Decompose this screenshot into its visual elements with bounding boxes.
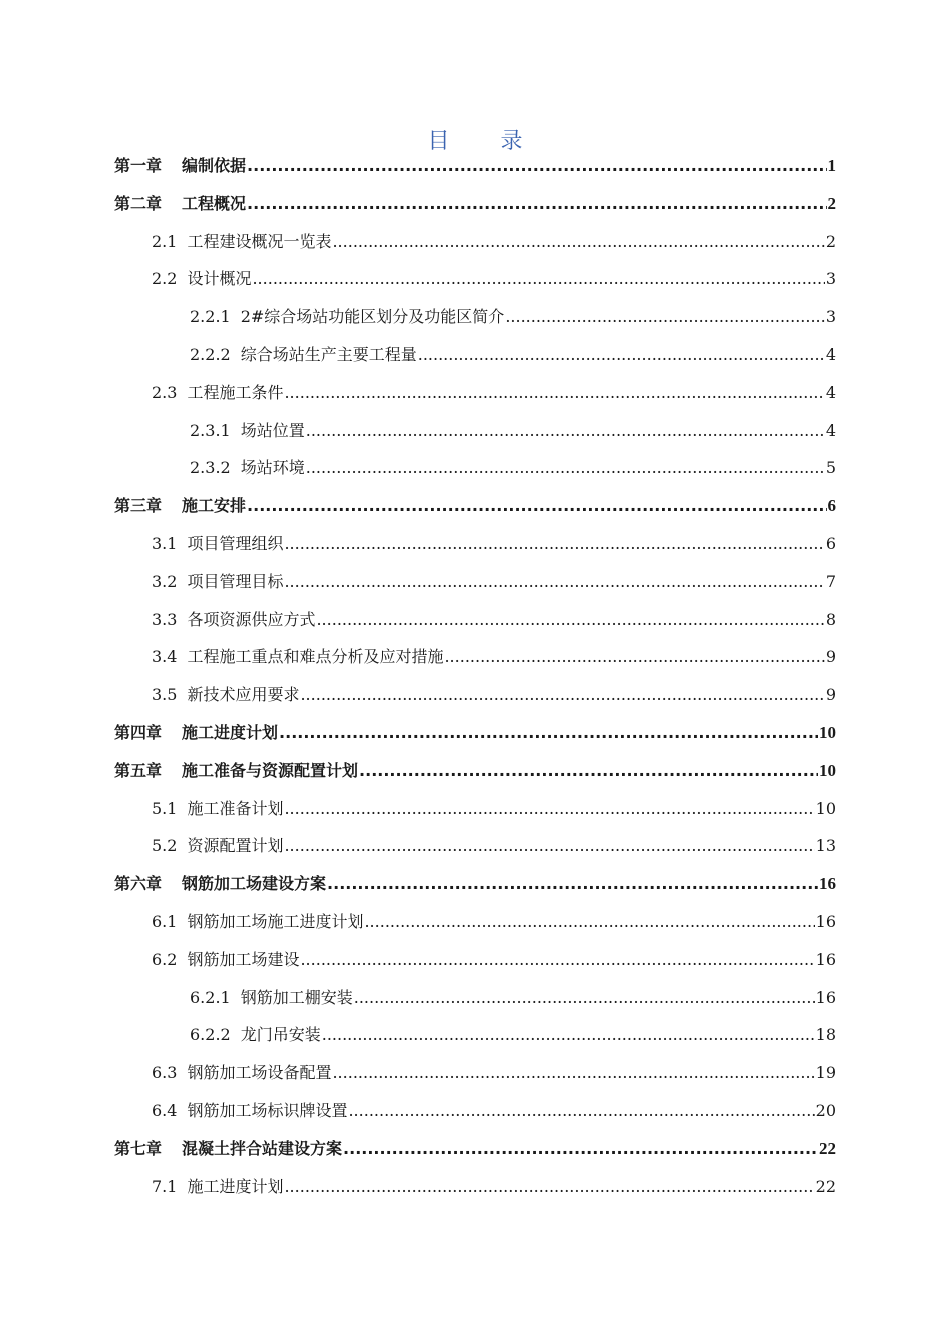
- toc-page-number: 3: [825, 307, 836, 327]
- toc-page-number: 1: [827, 156, 836, 175]
- toc-entry[interactable]: [152, 230, 836, 254]
- toc-entry[interactable]: [190, 343, 836, 367]
- toc-page-number: 2: [825, 231, 836, 251]
- toc-entry[interactable]: [114, 494, 836, 518]
- toc-entry-label: 施工准备与资源配置计划: [182, 760, 359, 780]
- toc-entry-number: 2.1: [152, 231, 178, 251]
- toc-page-number: 6: [827, 496, 836, 516]
- toc-dot-leader: [284, 570, 824, 594]
- toc-entry[interactable]: [190, 419, 836, 443]
- toc-entry[interactable]: [152, 570, 836, 594]
- toc-entry-label: 钢筋加工场建设方案: [182, 874, 327, 894]
- toc-entry-number: 2.2: [152, 269, 178, 289]
- toc-page-number: 19: [815, 1063, 836, 1083]
- toc-entry-label: 综合场站生产主要工程量: [240, 345, 417, 364]
- toc-page-number: 4: [825, 382, 836, 402]
- toc-dot-leader: [247, 192, 826, 216]
- toc-dot-leader: [306, 419, 825, 443]
- toc-entry-number: 3.5: [152, 685, 178, 705]
- toc-entry-label: 钢筋加工场标识牌设置: [187, 1101, 348, 1120]
- toc-dot-leader: [284, 532, 824, 556]
- toc-entry[interactable]: [190, 986, 836, 1010]
- toc-entry[interactable]: [152, 645, 836, 669]
- toc-entry[interactable]: [114, 154, 836, 178]
- toc-entry[interactable]: [152, 1175, 836, 1199]
- toc-dot-leader: [284, 797, 814, 821]
- toc-dot-leader: [348, 1099, 814, 1123]
- toc-entry-label: 混凝土拌合站建设方案: [182, 1138, 343, 1158]
- toc-page-number: 22: [819, 1138, 836, 1158]
- toc-entry-label: 新技术应用要求: [187, 685, 300, 705]
- toc-page-number: 16: [815, 912, 836, 931]
- toc-page-number: 20: [815, 1101, 836, 1120]
- toc-page-number: 6: [825, 534, 836, 553]
- toc-entry[interactable]: [152, 683, 836, 707]
- toc-dot-leader: [359, 759, 818, 783]
- toc-entry-label: 项目管理组织: [187, 534, 284, 553]
- toc-entry-number: 2.2.2: [190, 345, 231, 364]
- toc-entry-number: 6.2.1: [190, 987, 231, 1007]
- toc-entry[interactable]: [152, 1099, 836, 1123]
- toc-dot-leader: [327, 872, 818, 896]
- toc-page-number: 5: [825, 458, 836, 478]
- toc-entry[interactable]: [114, 872, 836, 896]
- toc-entry[interactable]: [152, 532, 836, 556]
- toc-entry[interactable]: [152, 797, 836, 821]
- toc-entry-label: 工程概况: [182, 193, 247, 213]
- toc-entry-number: 2.3: [152, 382, 178, 402]
- toc-dot-leader: [354, 986, 815, 1010]
- toc-entry[interactable]: [190, 456, 836, 480]
- toc-dot-leader: [505, 305, 825, 329]
- toc-entry-label: 施工进度计划: [187, 1176, 284, 1196]
- toc-dot-leader: [284, 1175, 814, 1199]
- toc-dot-leader: [284, 834, 814, 858]
- toc-dot-leader: [247, 154, 826, 178]
- toc-entry-label: 工程施工条件: [187, 382, 284, 402]
- toc-entry-label: 2#综合场站功能区划分及功能区简介: [240, 307, 505, 327]
- toc-entry[interactable]: [114, 759, 836, 783]
- toc-entry-number: 6.4: [152, 1101, 178, 1120]
- toc-entry-label: 工程建设概况一览表: [187, 231, 332, 251]
- toc-page-number: 7: [825, 571, 836, 591]
- toc-entry-number: 5.2: [152, 836, 178, 856]
- toc-entry-number: 第四章: [114, 723, 163, 742]
- toc-entry-number: 第一章: [114, 156, 163, 175]
- toc-page-number: 3: [825, 269, 836, 289]
- toc-entry[interactable]: [114, 1137, 836, 1161]
- toc-entry-number: 5.1: [152, 798, 178, 818]
- toc-page-number: 18: [815, 1025, 836, 1045]
- toc-entry-label: 钢筋加工棚安装: [240, 987, 353, 1007]
- toc-entry[interactable]: [190, 1023, 836, 1047]
- toc-entry[interactable]: [190, 305, 836, 329]
- toc-entry[interactable]: [152, 608, 836, 632]
- toc-page-number: 4: [825, 345, 836, 364]
- toc-entry-label: 项目管理目标: [187, 571, 284, 591]
- toc-entry-number: 6.2: [152, 949, 178, 969]
- toc-page-number: 8: [825, 609, 836, 629]
- toc-dot-leader: [306, 456, 825, 480]
- toc-dot-leader: [279, 721, 818, 745]
- toc-page-number: 10: [819, 723, 836, 742]
- toc-title: 目 录: [427, 129, 545, 154]
- toc-entry-label: 场站位置: [240, 420, 305, 440]
- toc-entry-label: 钢筋加工场设备配置: [187, 1063, 332, 1083]
- toc-entry-label: 龙门吊安装: [240, 1025, 321, 1045]
- toc-entry-number: 2.3.2: [190, 458, 231, 478]
- toc-entry[interactable]: [152, 948, 836, 972]
- toc-entry-number: 第七章: [114, 1138, 163, 1158]
- toc-entry[interactable]: [152, 834, 836, 858]
- toc-entry-label: 钢筋加工场建设: [187, 949, 300, 969]
- toc-dot-leader: [332, 1061, 814, 1085]
- toc-entry[interactable]: [114, 721, 836, 745]
- toc-entry-number: 3.4: [152, 647, 178, 667]
- toc-entry[interactable]: [114, 192, 836, 216]
- toc-dot-leader: [300, 948, 814, 972]
- toc-entry-number: 第五章: [114, 760, 163, 780]
- toc-entry[interactable]: [152, 1061, 836, 1085]
- toc-entry[interactable]: [152, 910, 836, 934]
- toc-entry-number: 6.1: [152, 912, 178, 931]
- toc-dot-leader: [247, 494, 826, 518]
- toc-entry-label: 施工进度计划: [182, 723, 279, 742]
- toc-page-number: 2: [827, 193, 836, 213]
- toc-entry-label: 编制依据: [182, 156, 247, 175]
- toc-entry-number: 第六章: [114, 874, 163, 894]
- toc-dot-leader: [444, 645, 824, 669]
- toc-dot-leader: [316, 608, 824, 632]
- toc-page-number: 9: [825, 685, 836, 705]
- toc-entry-label: 场站环境: [240, 458, 305, 478]
- toc-page-number: 16: [819, 874, 836, 894]
- toc-entry[interactable]: [152, 267, 836, 291]
- toc-page-number: 4: [825, 420, 836, 440]
- toc-entry-number: 3.3: [152, 609, 178, 629]
- toc-entry-number: 7.1: [152, 1176, 178, 1196]
- toc-entry-number: 6.2.2: [190, 1025, 231, 1045]
- toc-dot-leader: [300, 683, 824, 707]
- toc-dot-leader: [364, 910, 814, 934]
- toc-dot-leader: [284, 381, 824, 405]
- toc-page-number: 22: [815, 1176, 836, 1196]
- toc-page-number: 10: [819, 760, 836, 780]
- toc-entry-label: 施工安排: [182, 496, 247, 516]
- toc-page-number: 9: [825, 647, 836, 667]
- toc-entry-label: 工程施工重点和难点分析及应对措施: [187, 647, 444, 667]
- toc-entry-number: 2.2.1: [190, 307, 231, 327]
- toc-entry-label: 施工准备计划: [187, 798, 284, 818]
- toc-dot-leader: [343, 1137, 818, 1161]
- toc-page-number: 13: [815, 836, 836, 856]
- toc-entry-label: 钢筋加工场施工进度计划: [187, 912, 364, 931]
- toc-page-number: 16: [815, 987, 836, 1007]
- toc-entry-number: 第三章: [114, 496, 163, 516]
- toc-entry-number: 6.3: [152, 1063, 178, 1083]
- toc-entry-label: 资源配置计划: [187, 836, 284, 856]
- toc-entry-number: 3.2: [152, 571, 178, 591]
- toc-entry-number: 2.3.1: [190, 420, 231, 440]
- toc-entry-label: 各项资源供应方式: [187, 609, 316, 629]
- toc-dot-leader: [418, 343, 825, 367]
- toc-dot-leader: [322, 1023, 815, 1047]
- toc-dot-leader: [332, 230, 824, 254]
- toc-page-number: 16: [815, 949, 836, 969]
- toc-dot-leader: [252, 267, 824, 291]
- toc-entry-label: 设计概况: [187, 269, 252, 289]
- toc-entry[interactable]: [152, 381, 836, 405]
- toc-page-number: 10: [815, 798, 836, 818]
- toc-entry-number: 3.1: [152, 534, 178, 553]
- toc-entry-number: 第二章: [114, 193, 163, 213]
